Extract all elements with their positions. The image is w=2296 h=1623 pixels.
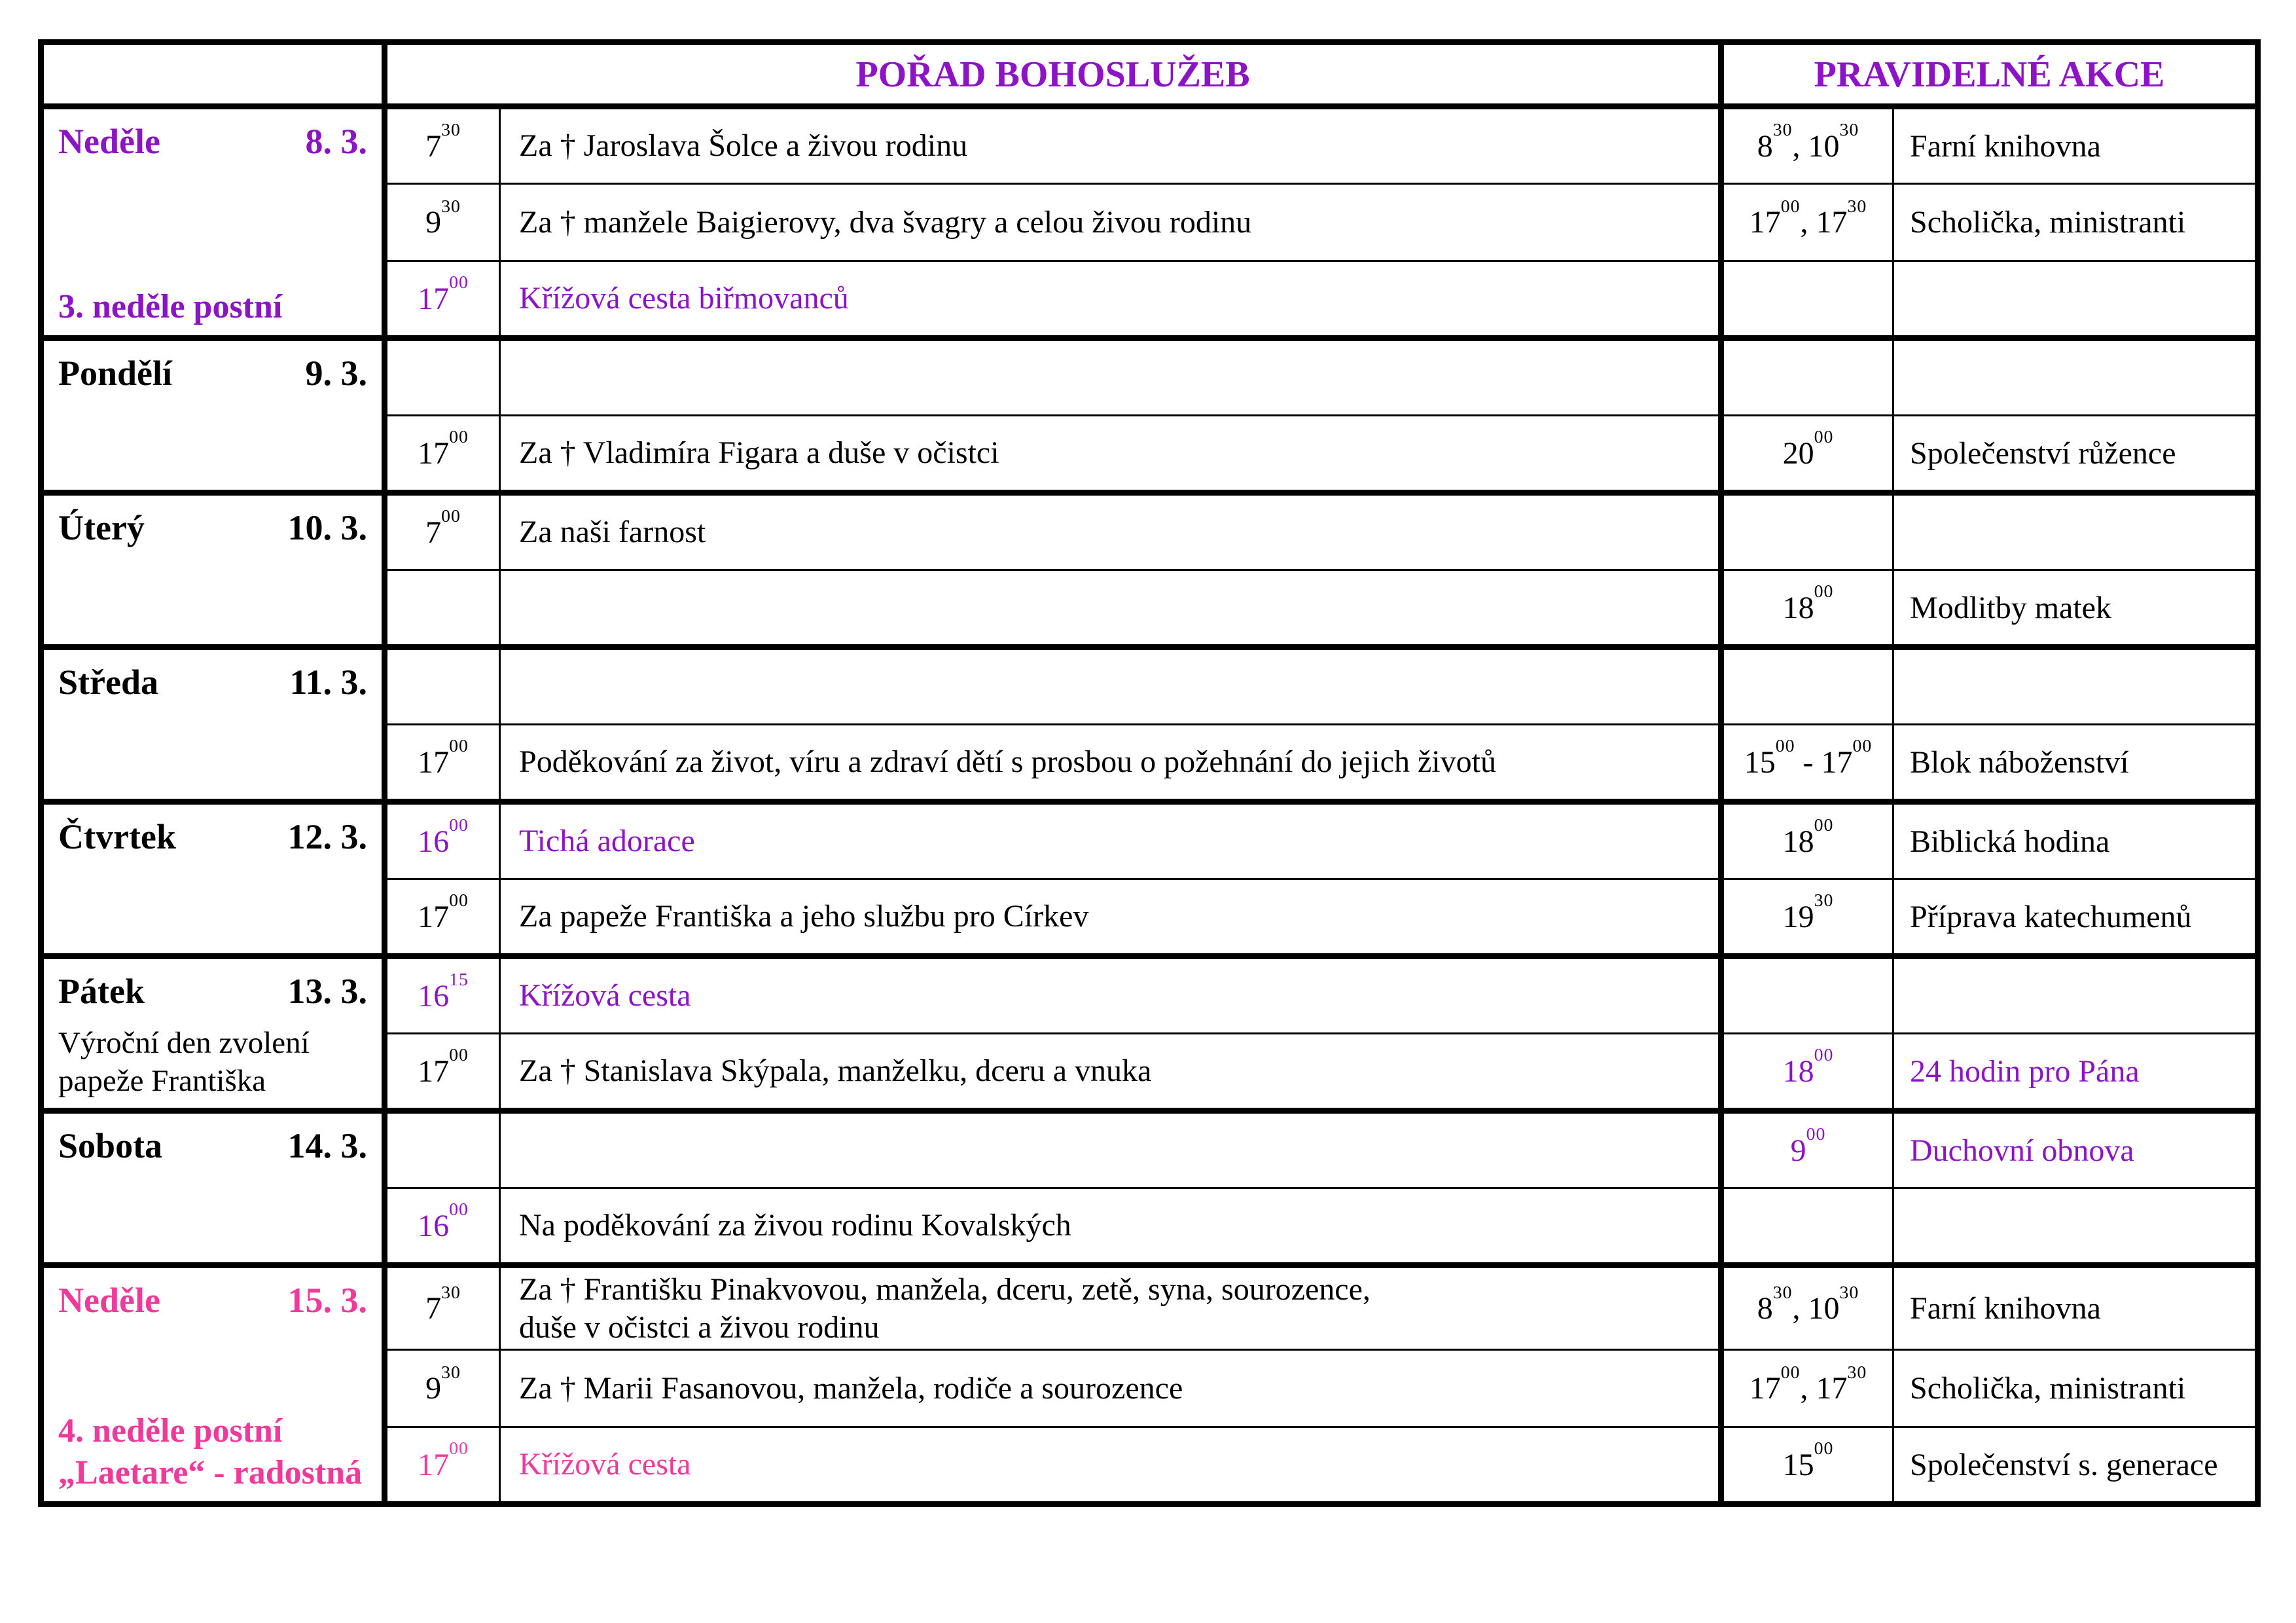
event-time: $15^{00} - 17^{00}$: [1721, 725, 1893, 802]
table-row: [41, 1111, 2258, 1188]
day-cell: [41, 802, 385, 957]
day-cell: [41, 957, 385, 1111]
day-date: 10. 3.: [287, 508, 367, 547]
event-name: [1893, 647, 2258, 725]
day-note: 3. neděle postní: [58, 287, 283, 325]
day-name: Pátek: [58, 972, 145, 1011]
event-name: Blok náboženství: [1893, 725, 2258, 802]
services-header: POŘAD BOHOSLUŽEB: [385, 43, 1721, 107]
mass-time: $9^{30}$: [385, 184, 500, 261]
event-time: [1721, 957, 1893, 1034]
event-time: $20^{00}$: [1721, 416, 1893, 493]
mass-time: $16^{00}$: [385, 802, 500, 879]
header-row: [41, 43, 2258, 107]
day-note: 4. neděle postní „Laetare“ - radostná: [58, 1412, 363, 1491]
mass-time: $17^{00}$: [385, 416, 500, 493]
mass-time: [385, 1111, 500, 1188]
event-name: Farní knihovna: [1893, 107, 2258, 184]
day-name: Neděle: [58, 122, 160, 161]
day-date-line: [58, 815, 367, 860]
mass-time: $17^{00}$: [385, 1427, 500, 1504]
day-name: Středa: [58, 663, 158, 702]
event-name: [1893, 957, 2258, 1034]
mass-time: [385, 570, 500, 647]
day-date-line: [58, 970, 367, 1014]
table-row: [41, 338, 2258, 416]
schedule-table: [38, 39, 2261, 1507]
mass-time: $16^{15}$: [385, 957, 500, 1034]
mass-intention: Křížová cesta biřmovanců: [500, 261, 1721, 338]
day-date-line: [58, 352, 367, 396]
day-date: 12. 3.: [287, 817, 367, 856]
day-name: Neděle: [58, 1281, 160, 1320]
mass-time: $17^{00}$: [385, 261, 500, 338]
mass-intention: Poděkování za život, víru a zdraví dětí s prosbou o požehnání do jejich životů: [500, 725, 1721, 802]
day-date: 15. 3.: [287, 1281, 367, 1320]
day-date: 8. 3.: [305, 122, 367, 161]
event-time: $19^{30}$: [1721, 879, 1893, 957]
day-date: 14. 3.: [287, 1126, 367, 1165]
mass-intention: [500, 338, 1721, 416]
day-cell: [41, 1111, 385, 1266]
day-date-line: [58, 1124, 367, 1169]
day-date-line: [58, 1279, 367, 1323]
event-name: Modlitby matek: [1893, 570, 2258, 647]
event-time: $17^{00}$, $17^{30}$: [1721, 184, 1893, 261]
day-date: 11. 3.: [289, 663, 367, 702]
mass-time: $9^{30}$: [385, 1350, 500, 1427]
events-header: PRAVIDELNÉ AKCE: [1721, 43, 2258, 107]
mass-time: [385, 647, 500, 725]
mass-time: $7^{30}$: [385, 107, 500, 184]
event-name: [1893, 1188, 2258, 1266]
day-cell: [41, 338, 385, 493]
mass-intention: [500, 570, 1721, 647]
event-name: Společenství růžence: [1893, 416, 2258, 493]
day-name: Pondělí: [58, 354, 173, 393]
mass-time: [385, 338, 500, 416]
mass-intention: Tichá adorace: [500, 802, 1721, 879]
mass-time: $17^{00}$: [385, 725, 500, 802]
table-row: [41, 957, 2258, 1034]
event-name: Společenství s. generace: [1893, 1427, 2258, 1504]
day-date-line: [58, 120, 367, 164]
mass-intention: Křížová cesta: [500, 1427, 1721, 1504]
mass-intention: Za papeže Františka a jeho službu pro Církev: [500, 879, 1721, 957]
table-row: [41, 802, 2258, 879]
event-name: 24 hodin pro Pána: [1893, 1034, 2258, 1111]
day-cell: [41, 647, 385, 802]
event-time: [1721, 647, 1893, 725]
mass-intention: Za † Vladimíra Figara a duše v očistci: [500, 416, 1721, 493]
mass-intention: Křížová cesta: [500, 957, 1721, 1034]
event-name: Příprava katechumenů: [1893, 879, 2258, 957]
event-time: [1721, 1188, 1893, 1266]
event-name: Scholička, ministranti: [1893, 1350, 2258, 1427]
event-name: Scholička, ministranti: [1893, 184, 2258, 261]
mass-time: $7^{30}$: [385, 1266, 500, 1350]
event-time: [1721, 493, 1893, 570]
event-time: $8^{30}$, $10^{30}$: [1721, 107, 1893, 184]
day-date-line: [58, 661, 367, 705]
mass-time: $17^{00}$: [385, 879, 500, 957]
day-cell: [41, 107, 385, 338]
mass-time: $16^{00}$: [385, 1188, 500, 1266]
mass-intention: Za † manžele Baigierovy, dva švagry a celou živou rodinu: [500, 184, 1721, 261]
day-date: 9. 3.: [305, 354, 367, 393]
mass-intention: Za naši farnost: [500, 493, 1721, 570]
table-row: [41, 493, 2258, 570]
day-cell: [41, 1266, 385, 1504]
event-name: Farní knihovna: [1893, 1266, 2258, 1350]
event-name: Duchovní obnova: [1893, 1111, 2258, 1188]
event-time: $9^{00}$: [1721, 1111, 1893, 1188]
event-time: $8^{30}$, $10^{30}$: [1721, 1266, 1893, 1350]
day-name: Sobota: [58, 1126, 163, 1165]
event-time: $17^{00}$, $17^{30}$: [1721, 1350, 1893, 1427]
event-name: [1893, 338, 2258, 416]
table-row: [41, 107, 2258, 184]
event-time: [1721, 261, 1893, 338]
day-cell: [41, 493, 385, 647]
mass-time: $17^{00}$: [385, 1034, 500, 1111]
table-row: [41, 647, 2258, 725]
event-time: [1721, 338, 1893, 416]
day-name: Úterý: [58, 508, 145, 547]
event-time: $18^{00}$: [1721, 570, 1893, 647]
table-row: [41, 1266, 2258, 1350]
event-time: $18^{00}$: [1721, 1034, 1893, 1111]
mass-time: $7^{00}$: [385, 493, 500, 570]
day-note: Výroční den zvolení papeže Františka: [58, 1026, 310, 1098]
event-name: Biblická hodina: [1893, 802, 2258, 879]
day-name: Čtvrtek: [58, 817, 176, 856]
mass-intention: Za † Marii Fasanovou, manžela, rodiče a sourozence: [500, 1350, 1721, 1427]
event-time: $15^{00}$: [1721, 1427, 1893, 1504]
corner-cell: [41, 43, 385, 107]
mass-intention: Za † Františku Pinakvovou, manžela, dceru, zetě, syna, sourozence, duše v očistci a živou rodinu: [500, 1266, 1721, 1350]
mass-intention: Na poděkování za živou rodinu Kovalských: [500, 1188, 1721, 1266]
mass-intention: [500, 647, 1721, 725]
mass-intention: [500, 1111, 1721, 1188]
mass-intention: Za † Jaroslava Šolce a živou rodinu: [500, 107, 1721, 184]
day-date-line: [58, 506, 367, 551]
event-time: $18^{00}$: [1721, 802, 1893, 879]
event-name: [1893, 261, 2258, 338]
event-name: [1893, 493, 2258, 570]
mass-intention: Za † Stanislava Skýpala, manželku, dceru a vnuka: [500, 1034, 1721, 1111]
day-date: 13. 3.: [287, 972, 367, 1011]
